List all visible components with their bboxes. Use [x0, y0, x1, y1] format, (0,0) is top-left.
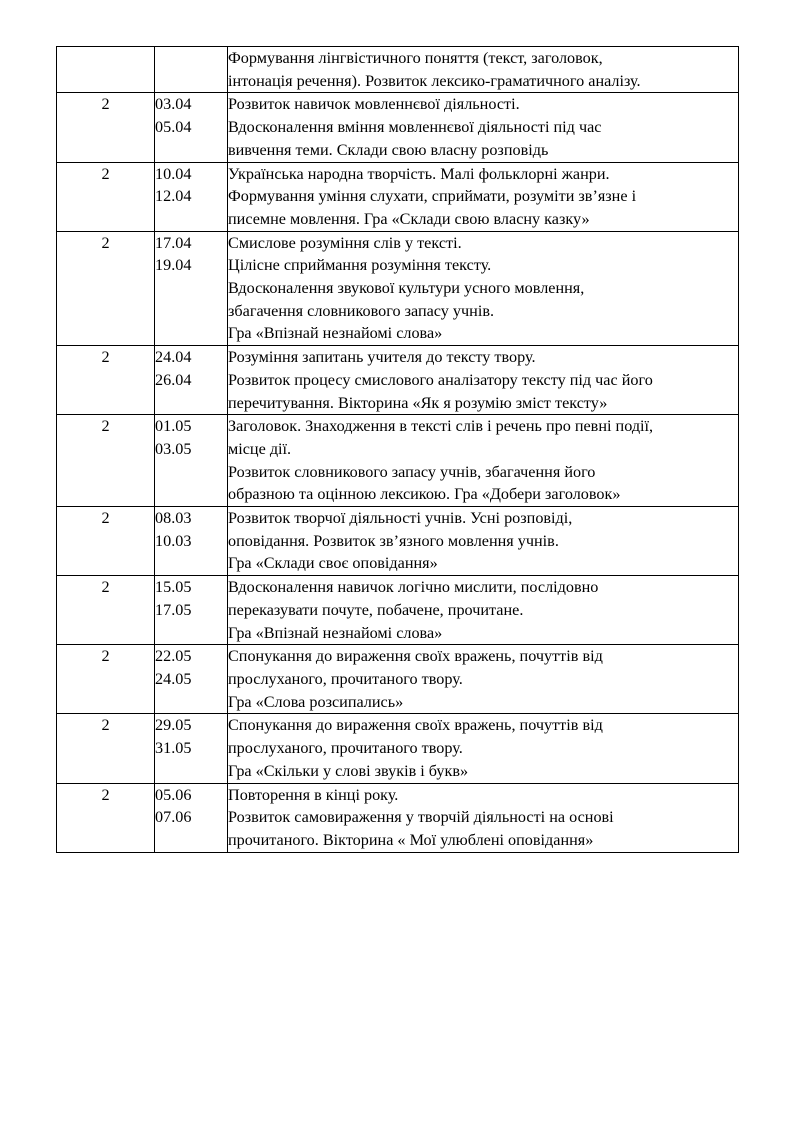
table-row — [57, 231, 739, 346]
topic-line: прочитаного. Вікторина « Мої улюблені оповідання» — [228, 830, 594, 849]
topic-line: збагачення словникового запасу учнів. — [228, 301, 495, 320]
topic-line: Вдосконалення звукової культури усного мовлення, — [228, 279, 585, 298]
topic-line: прослуханого, прочитаного твору. — [228, 739, 463, 758]
hours-value: 2 — [101, 647, 110, 666]
topic-line: Цілісне сприймання розуміння тексту. — [228, 256, 492, 275]
topic-line: Гра «Слова розсипались» — [228, 692, 404, 711]
lesson-date: 03.04 — [155, 95, 192, 114]
dates-cell — [155, 714, 228, 783]
topic-line: Повторення в кінці року. — [228, 785, 399, 804]
lesson-date: 24.05 — [155, 669, 192, 688]
lesson-date: 05.06 — [155, 785, 192, 804]
topic-cell — [228, 576, 739, 645]
topic-line: Заголовок. Знаходження в тексті слів і речень про певні події, — [228, 417, 654, 436]
hours-value: 2 — [101, 417, 110, 436]
hours-value: 2 — [101, 509, 110, 528]
topic-line: Смислове розуміння слів у тексті. — [228, 233, 462, 252]
dates-cell — [155, 783, 228, 852]
topic-line: Розвиток процесу смислового аналізатору тексту під час його — [228, 370, 653, 389]
table-row — [57, 93, 739, 162]
hours-value: 2 — [101, 578, 110, 597]
lesson-date: 22.05 — [155, 647, 192, 666]
topic-line: Вдосконалення вміння мовленнєвої діяльності під час — [228, 118, 602, 137]
dates-cell — [155, 415, 228, 507]
topic-line: Спонукання до вираження своїх вражень, почуттів від — [228, 647, 603, 666]
hours-cell — [57, 783, 155, 852]
lesson-date: 12.04 — [155, 187, 192, 206]
topic-cell — [228, 783, 739, 852]
topic-line: місце дії. — [228, 439, 292, 458]
topic-line: Спонукання до вираження своїх вражень, почуттів від — [228, 716, 603, 735]
hours-cell — [57, 346, 155, 415]
topic-cell — [228, 415, 739, 507]
topic-line: оповідання. Розвиток зв’язного мовлення учнів. — [228, 531, 559, 550]
lesson-date: 24.04 — [155, 348, 192, 367]
hours-value: 2 — [101, 716, 110, 735]
topic-line: Розуміння запитань учителя до тексту твору. — [228, 348, 536, 367]
topic-line: Гра «Впізнай незнайомі слова» — [228, 623, 443, 642]
lesson-date: 08.03 — [155, 509, 192, 528]
topic-line: Гра «Склади своє оповідання» — [228, 554, 438, 573]
hours-value: 2 — [101, 164, 110, 183]
lesson-date: 19.04 — [155, 256, 192, 275]
hours-value: 2 — [101, 233, 110, 252]
dates-cell — [155, 231, 228, 346]
lesson-plan-table — [56, 46, 739, 853]
hours-cell — [57, 415, 155, 507]
topic-line: писемне мовлення. Гра «Склади свою власну казку» — [228, 209, 590, 228]
topic-line: прослуханого, прочитаного твору. — [228, 669, 463, 688]
hours-cell — [57, 162, 155, 231]
hours-cell — [57, 576, 155, 645]
table-row — [57, 783, 739, 852]
topic-line: Розвиток словникового запасу учнів, збагачення його — [228, 462, 596, 481]
lesson-date: 17.05 — [155, 600, 192, 619]
topic-line: Розвиток навичок мовленнєвої діяльності. — [228, 95, 520, 114]
hours-value: 2 — [101, 95, 110, 114]
dates-cell — [155, 645, 228, 714]
dates-cell — [155, 162, 228, 231]
table-row — [57, 162, 739, 231]
topic-cell — [228, 47, 739, 93]
dates-cell — [155, 346, 228, 415]
topic-line: Розвиток самовираження у творчій діяльності на основі — [228, 808, 614, 827]
hours-cell — [57, 645, 155, 714]
table-row — [57, 576, 739, 645]
lesson-date: 26.04 — [155, 370, 192, 389]
topic-line: переказувати почуте, побачене, прочитане. — [228, 600, 524, 619]
lesson-date: 10.04 — [155, 164, 192, 183]
topic-cell — [228, 231, 739, 346]
topic-cell — [228, 93, 739, 162]
hours-cell — [57, 93, 155, 162]
topic-line: інтонація речення). Розвиток лексико-граматичного аналізу. — [228, 71, 641, 90]
topic-line: Українська народна творчість. Малі фольклорні жанри. — [228, 164, 610, 183]
table-row — [57, 714, 739, 783]
table-row — [57, 346, 739, 415]
topic-cell — [228, 507, 739, 576]
lesson-date: 10.03 — [155, 531, 192, 550]
hours-value: 2 — [101, 785, 110, 804]
lesson-date: 03.05 — [155, 439, 192, 458]
table-row — [57, 507, 739, 576]
hours-cell — [57, 507, 155, 576]
hours-cell — [57, 714, 155, 783]
lesson-date: 31.05 — [155, 739, 192, 758]
topic-cell — [228, 162, 739, 231]
topic-line: вивчення теми. Склади свою власну розповідь — [228, 140, 549, 159]
lesson-date: 17.04 — [155, 233, 192, 252]
hours-cell — [57, 47, 155, 93]
lesson-plan-body — [57, 47, 739, 853]
topic-line: Гра «Впізнай незнайомі слова» — [228, 324, 443, 343]
topic-line: образною та оцінною лексикою. Гра «Добери заголовок» — [228, 485, 621, 504]
topic-cell — [228, 346, 739, 415]
dates-cell — [155, 507, 228, 576]
topic-line: Формування лінгвістичного поняття (текст, заголовок, — [228, 49, 603, 67]
dates-cell — [155, 47, 228, 93]
dates-cell — [155, 93, 228, 162]
topic-line: Вдосконалення навичок логічно мислити, послідовно — [228, 578, 599, 597]
topic-line: Формування уміння слухати, сприймати, розуміти зв’язне і — [228, 187, 637, 206]
hours-value: 2 — [101, 348, 110, 367]
lesson-date: 15.05 — [155, 578, 192, 597]
dates-cell — [155, 576, 228, 645]
topic-cell — [228, 714, 739, 783]
hours-cell — [57, 231, 155, 346]
topic-line: перечитування. Вікторина «Як я розумію зміст тексту» — [228, 393, 608, 412]
topic-line: Розвиток творчої діяльності учнів. Усні розповіді, — [228, 509, 573, 528]
lesson-date: 05.04 — [155, 118, 192, 137]
lesson-date: 29.05 — [155, 716, 192, 735]
topic-line: Гра «Скільки у слові звуків і букв» — [228, 761, 469, 780]
lesson-date: 07.06 — [155, 808, 192, 827]
topic-cell — [228, 645, 739, 714]
lesson-date: 01.05 — [155, 417, 192, 436]
table-row — [57, 645, 739, 714]
table-row — [57, 47, 739, 93]
table-row — [57, 415, 739, 507]
